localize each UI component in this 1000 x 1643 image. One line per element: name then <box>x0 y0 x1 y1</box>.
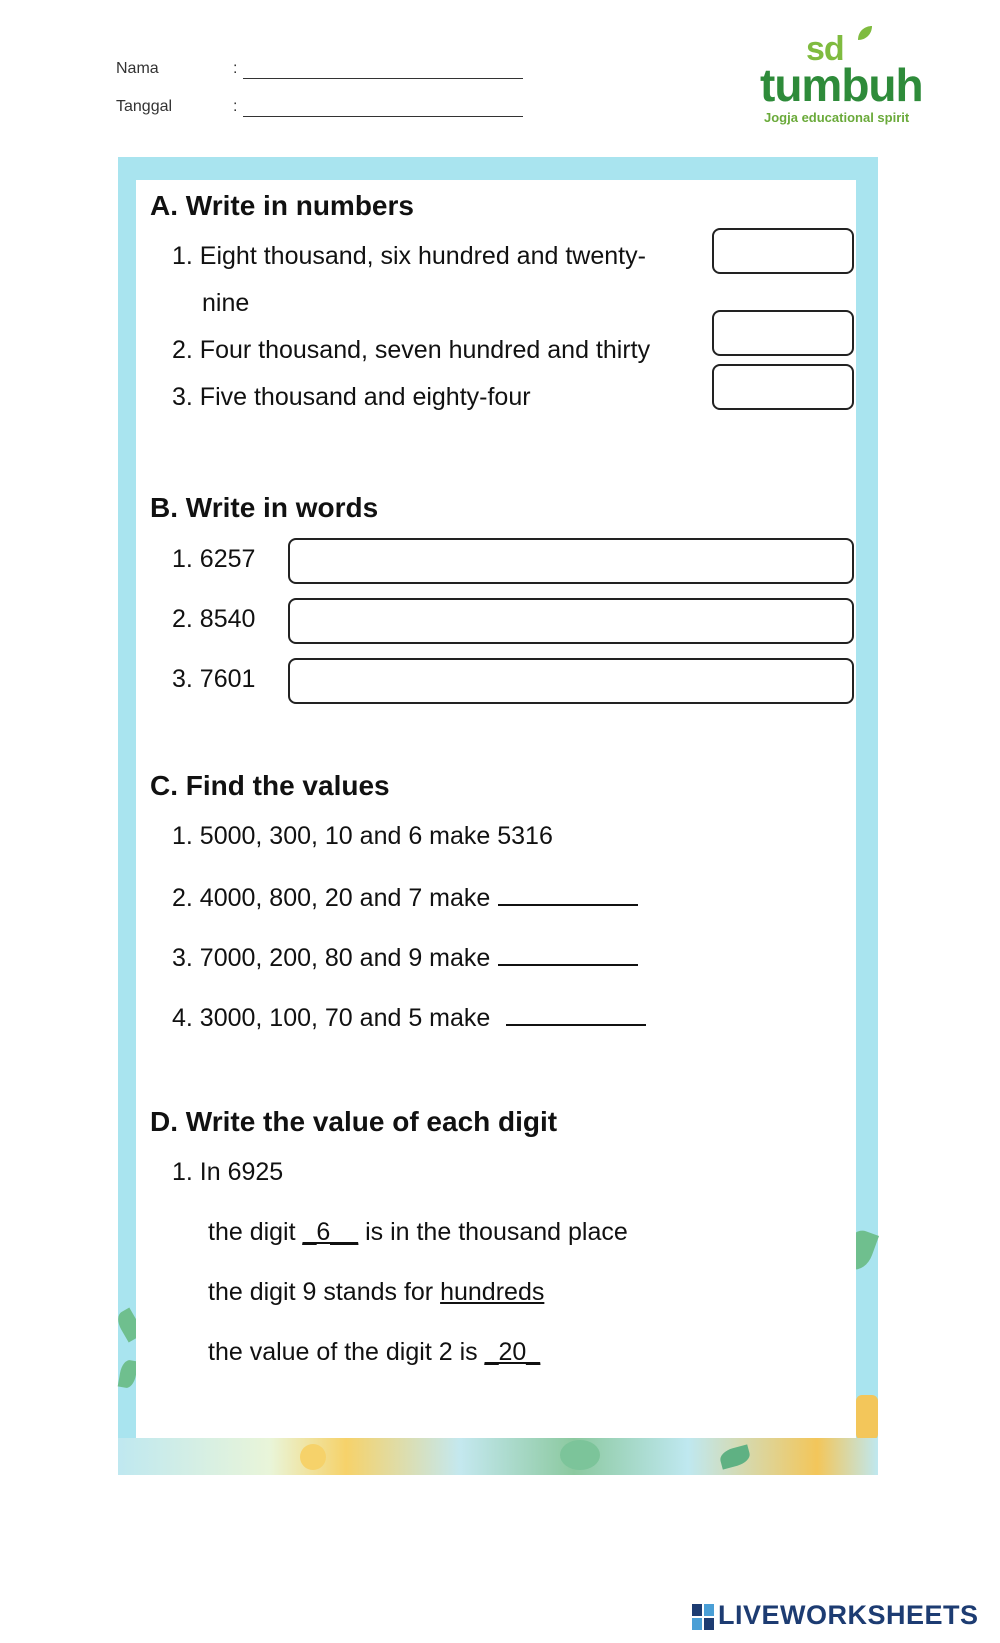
section-d-line-2-pre: the digit 9 stands for <box>208 1278 441 1306</box>
answer-box-a2[interactable] <box>712 310 854 356</box>
date-colon: : <box>233 98 238 115</box>
section-d-answer-2[interactable]: hundreds <box>440 1278 545 1306</box>
section-d-line-1-post: is in the thousand place <box>358 1218 628 1246</box>
answer-box-b2[interactable] <box>288 598 854 644</box>
answer-box-b3[interactable] <box>288 658 854 704</box>
section-d-answer-3[interactable]: _20_ <box>484 1338 541 1366</box>
section-c-item-2-text: 2. 4000, 800, 20 and 7 make <box>172 884 491 912</box>
section-c-item-1: 1. 5000, 300, 10 and 6 make 5316 <box>172 822 553 850</box>
section-a-item-2: 2. Four thousand, seven hundred and thirty <box>172 336 651 364</box>
school-logo <box>760 18 950 128</box>
section-b-item-3: 3. 7601 <box>172 665 256 693</box>
answer-box-a3[interactable] <box>712 364 854 410</box>
logo-sd-text: sd <box>806 30 844 68</box>
section-a-item-3: 3. Five thousand and eighty-four <box>172 383 531 411</box>
leaf-icon <box>856 24 874 42</box>
logo-tagline: Jogja educational spirit <box>764 110 910 125</box>
name-label: Nama <box>116 60 159 77</box>
section-a-item-1-line2: nine <box>202 289 250 317</box>
bottom-decoration-strip <box>118 1438 878 1475</box>
answer-line-c2[interactable] <box>498 882 638 906</box>
section-d-line-1 <box>208 1218 628 1247</box>
section-d-line-3 <box>208 1338 540 1367</box>
section-d-title: D. Write the value of each digit <box>150 1106 558 1137</box>
section-b-item-1: 1. 6257 <box>172 545 256 573</box>
name-field[interactable] <box>243 78 523 79</box>
answer-line-c4[interactable] <box>506 1002 646 1026</box>
section-c-item-3 <box>172 942 638 973</box>
section-c-item-4 <box>172 1002 646 1033</box>
liveworksheets-logo-icon <box>692 1604 714 1630</box>
section-a-title: A. Write in numbers <box>150 190 414 221</box>
date-label: Tanggal <box>116 98 173 115</box>
section-b-title: B. Write in words <box>150 492 379 523</box>
section-c-item-4-text: 4. 3000, 100, 70 and 5 make <box>172 1004 491 1032</box>
section-d-line-3-pre: the value of the digit 2 is <box>208 1338 485 1366</box>
section-d-answer-1[interactable]: _6__ <box>302 1218 359 1246</box>
section-c-item-2 <box>172 882 638 913</box>
liveworksheets-brand <box>692 1600 992 1634</box>
liveworksheets-text: LIVEWORKSHEETS <box>718 1600 979 1630</box>
logo-tumbuh-text: tumbuh <box>760 59 923 111</box>
section-d-line-1-pre: the digit <box>208 1218 303 1246</box>
leaf-decoration-icon <box>560 1440 600 1470</box>
answer-line-c3[interactable] <box>498 942 638 966</box>
answer-box-b1[interactable] <box>288 538 854 584</box>
answer-box-a1[interactable] <box>712 228 854 274</box>
section-d-item-1: 1. In 6925 <box>172 1158 284 1186</box>
section-c-title: C. Find the values <box>150 770 390 801</box>
section-c-item-3-text: 3. 7000, 200, 80 and 9 make <box>172 944 491 972</box>
section-a-item-1-line1: 1. Eight thousand, six hundred and twenty- <box>172 242 646 270</box>
lemon-decoration <box>300 1444 326 1470</box>
section-d-line-2 <box>208 1278 544 1307</box>
fruit-decoration <box>856 1395 878 1440</box>
section-b-item-2: 2. 8540 <box>172 605 256 633</box>
name-colon: : <box>233 60 238 77</box>
date-field[interactable] <box>243 116 523 117</box>
